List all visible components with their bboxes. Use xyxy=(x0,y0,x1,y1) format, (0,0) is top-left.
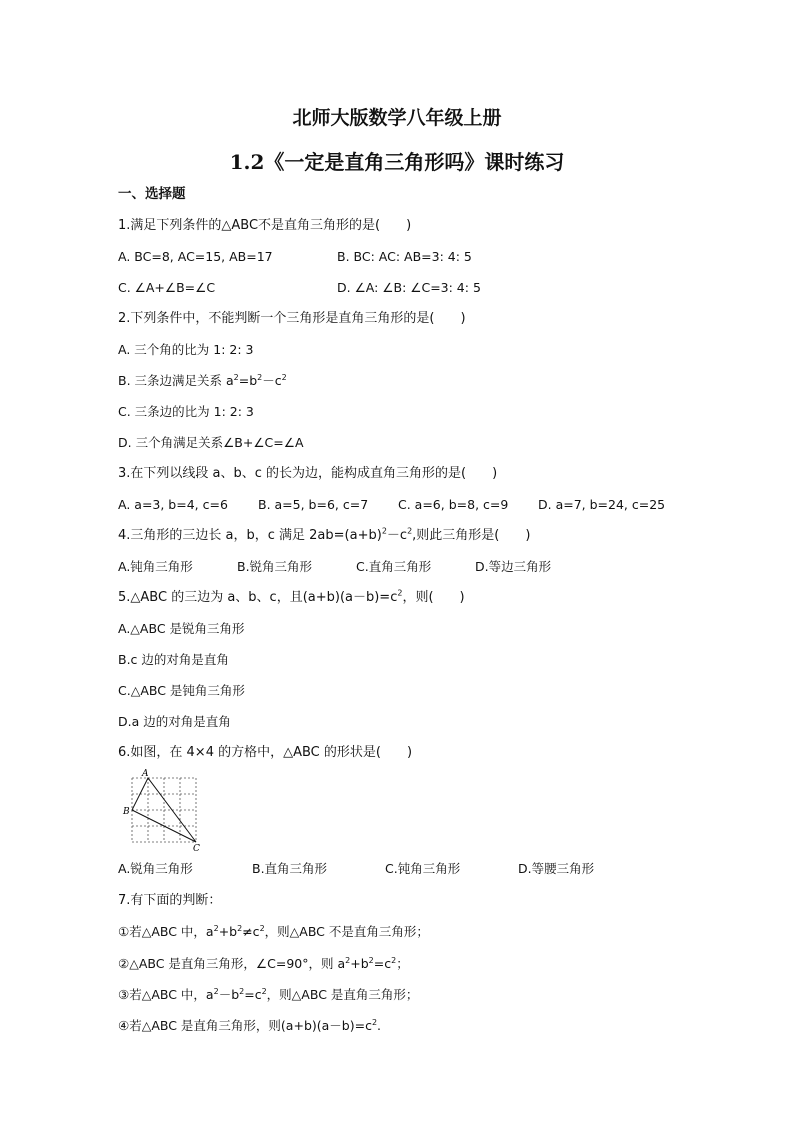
section-heading: 一、选择题 xyxy=(118,186,186,202)
q2-option-b-text: B. 三条边满足关系 a xyxy=(118,373,234,388)
q5-stem-text: ，则( ) xyxy=(402,590,465,605)
vertex-label-c: C xyxy=(193,844,200,852)
q6-option-b: B.直角三角形 xyxy=(252,861,328,876)
q7-statement-text: ，则△ABC 不是直角三角形； xyxy=(264,924,429,939)
q3-option-b: B. a=5, b=6, c=7 xyxy=(258,497,369,512)
document-title: 北师大版数学八年级上册 xyxy=(292,107,502,129)
q7-statement-1 xyxy=(118,923,429,941)
q7-statement-4 xyxy=(118,1017,381,1035)
q7-statement-text: －b xyxy=(218,987,240,1002)
q5-option-c: C.△ABC 是钝角三角形 xyxy=(118,683,245,698)
q7-statement-text: ； xyxy=(396,956,409,971)
q6-stem: 6.如图，在 4×4 的方格中，△ABC 的形状是( ) xyxy=(118,745,413,760)
q7-statement-2 xyxy=(118,955,409,973)
q4-option-b: B.锐角三角形 xyxy=(237,559,313,574)
q2-option-b-text: －c xyxy=(262,373,282,388)
exponent: 2 xyxy=(261,986,267,996)
exponent: 2 xyxy=(213,986,219,996)
q7-statement-text: ≠c xyxy=(242,924,260,939)
q4-stem-text: ,则此三角形是( ) xyxy=(412,528,531,543)
grid-triangle-figure xyxy=(112,768,202,852)
exponent: 2 xyxy=(391,955,397,965)
q4-stem xyxy=(118,527,530,545)
exponent: 2 xyxy=(368,955,374,965)
vertex-label-b: B xyxy=(123,807,130,817)
document-subtitle: 1.2《一定是直角三角形吗》课时练习 xyxy=(229,150,565,174)
q5-stem xyxy=(118,589,465,607)
q7-statement-3 xyxy=(118,986,418,1004)
exponent: 2 xyxy=(371,1017,378,1027)
q4-option-d: D.等边三角形 xyxy=(475,559,552,574)
q7-statement-text: . xyxy=(377,1018,382,1033)
q4-stem-text: －c xyxy=(386,528,408,543)
q4-stem-text: 4.三角形的三边长 a，b，c 满足 2ab=(a+b) xyxy=(118,528,382,543)
q3-option-a: A. a=3, b=4, c=6 xyxy=(118,497,228,512)
exponent: 2 xyxy=(345,955,351,965)
exponent: 2 xyxy=(397,588,403,598)
q7-stem: 7.有下面的判断： xyxy=(118,893,222,908)
q1-option-a: A. BC=8, AC=15, AB=17 xyxy=(118,249,273,264)
q3-option-d: D. a=7, b=24, c=25 xyxy=(538,497,666,512)
exponent: 2 xyxy=(237,923,243,933)
exponent: 2 xyxy=(233,372,239,382)
q6-option-c: C.钝角三角形 xyxy=(385,861,461,876)
q6-option-a: A.锐角三角形 xyxy=(118,861,193,876)
q3-option-c: C. a=6, b=8, c=9 xyxy=(398,497,509,512)
exponent: 2 xyxy=(259,923,265,933)
q1-stem: 1.满足下列条件的△ABC不是直角三角形的是( ) xyxy=(118,218,412,233)
q5-stem-text: 5.△ABC 的三边为 a、b、c，且(a+b)(a－b)=c xyxy=(118,590,398,605)
q2-option-b-text: =b xyxy=(238,373,258,388)
exponent: 2 xyxy=(257,372,263,382)
q7-statement-text: =c xyxy=(244,987,262,1002)
q2-option-c: C. 三条边的比为 1: 2: 3 xyxy=(118,404,254,419)
q4-option-c: C.直角三角形 xyxy=(356,559,432,574)
q7-statement-text: +b xyxy=(218,924,238,939)
q7-statement-text: ③若△ABC 中，a xyxy=(118,987,214,1002)
q5-option-b: B.c 边的对角是直角 xyxy=(118,652,229,667)
q2-option-d: D. 三个角满足关系∠B+∠C=∠A xyxy=(118,435,304,450)
vertex-label-a: A xyxy=(142,769,149,779)
q7-statement-text: +b xyxy=(350,956,369,971)
q6-option-d: D.等腰三角形 xyxy=(518,861,595,876)
exponent: 2 xyxy=(213,923,219,933)
q1-option-d: D. ∠A: ∠B: ∠C=3: 4: 5 xyxy=(337,280,481,295)
exponent: 2 xyxy=(381,526,387,536)
q4-option-a: A.钝角三角形 xyxy=(118,559,193,574)
q2-option-a: A. 三个角的比为 1: 2: 3 xyxy=(118,342,254,357)
q2-stem: 2.下列条件中，不能判断一个三角形是直角三角形的是( ) xyxy=(118,311,466,326)
q5-option-a: A.△ABC 是锐角三角形 xyxy=(118,621,245,636)
q7-statement-text: ，则△ABC 是直角三角形； xyxy=(266,987,419,1002)
q7-statement-text: ②△ABC 是直角三角形，∠C=90°，则 a xyxy=(118,956,346,971)
q7-statement-text: =c xyxy=(373,956,392,971)
q5-option-d: D.a 边的对角是直角 xyxy=(118,714,231,729)
exponent: 2 xyxy=(239,986,245,996)
q1-option-c: C. ∠A+∠B=∠C xyxy=(118,280,216,295)
q1-option-b: B. BC: AC: AB=3: 4: 5 xyxy=(337,249,472,264)
q7-statement-text: ①若△ABC 中，a xyxy=(118,924,214,939)
q3-stem: 3.在下列以线段 a、b、c 的长为边，能构成直角三角形的是( ) xyxy=(118,466,498,481)
exponent: 2 xyxy=(281,372,287,382)
exponent: 2 xyxy=(407,526,413,536)
q2-option-b xyxy=(118,372,287,390)
q7-statement-text: ④若△ABC 是直角三角形，则(a+b)(a－b)=c xyxy=(118,1018,372,1033)
